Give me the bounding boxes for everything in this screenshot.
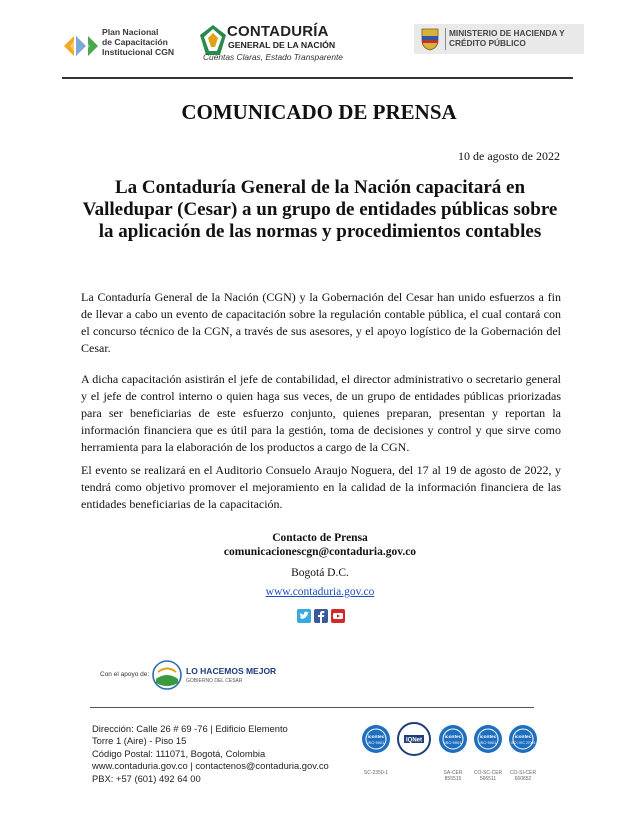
press-release-title: COMUNICADO DE PRENSA (181, 100, 457, 124)
cert-1-code: SC-2350-1 (363, 770, 389, 776)
body-paragraph-1: La Contaduría General de la Nación (CGN) y la Gobernación del Cesar han unido esfuerzos a fin de llevar a cabo un evento de capacitación sobre la regulación contable pública, el cual contará con el concurso técnico de la CGN, a través de sus asesores, y el apoyo logístico de la Gobernación del Cesar. (81, 290, 561, 355)
pnc-logo-line-2: de Capacitación (102, 37, 168, 47)
ministry-logo-line-1: MINISTERIO DE HACIENDA Y (449, 28, 565, 38)
cesar-logo-icon (152, 660, 182, 690)
icontec-badge-4 (508, 724, 538, 754)
website-link[interactable]: www.contaduria.gov.co (265, 586, 375, 598)
coat-of-arms-icon (420, 27, 440, 51)
address-line-3: Código Postal: 111071, Bogotá, Colombia (92, 747, 266, 759)
pnc-logo-line-1: Plan Nacional (102, 27, 159, 37)
icontec-badge-2 (438, 724, 468, 754)
address-line-2: Torre 1 (Aire) - Piso 15 (92, 735, 187, 747)
city: Bogotá D.C. (291, 567, 349, 579)
address-line-4: www.contaduria.gov.co | contactenos@contaduria.gov.co (92, 760, 329, 772)
address-line-5: PBX: +57 (601) 492 64 00 (92, 772, 201, 784)
address-line-1: Dirección: Calle 26 # 69 -76 | Edificio Elemento (92, 723, 288, 734)
cert-1-brand: icontec (367, 735, 385, 740)
header-divider (62, 77, 573, 79)
cgn-logo-name: CONTADURÍA (227, 23, 329, 40)
cert-4-code: CO-SC-CER 566511 (473, 770, 503, 782)
icontec-badge-1 (361, 724, 391, 754)
headline: La Contaduría General de la Nación capacitará en Valledupar (Cesar) a un grupo de entidades públicas sobre la aplicación de las normas y procedimientos contables (82, 177, 558, 242)
support-name: LO HACEMOS MEJOR (186, 666, 277, 676)
support-label: Con el apoyo de: (100, 671, 150, 678)
cert-3-code: SA-CER 855515 (443, 770, 463, 782)
body-paragraph-3: El evento se realizará en el Auditorio Consuelo Araujo Noguera, del 17 al 19 de agosto de 2022, y tendrá como objetivo promover el mejoramiento en la calidad de la información financiera de las entidades beneficiarias de la capacitación. (81, 463, 561, 511)
cert-5-brand: icontec (514, 735, 532, 740)
cert-3-brand: icontec (444, 735, 462, 740)
ministry-logo-line-2: CRÉDITO PÚBLICO (449, 38, 526, 48)
cert-4-norm: ISO 9001 (479, 740, 497, 745)
cgn-logo-subname: GENERAL DE LA NACIÓN (228, 40, 336, 50)
support-logo (100, 660, 280, 692)
footer-divider (90, 707, 534, 708)
icontec-badge-3 (473, 724, 503, 754)
contact-heading: Contacto de Prensa (272, 532, 368, 544)
pnc-logo-line-3: Institucional CGN (102, 47, 175, 57)
contact-email: comunicacionescgn@contaduria.gov.co (223, 546, 417, 558)
twitter-icon[interactable] (297, 609, 311, 623)
ministry-logo-divider (445, 28, 446, 50)
cert-3-norm: ISO 9001 (444, 740, 462, 745)
ministry-logo (414, 24, 584, 54)
cert-2-brand: IQNet (405, 737, 423, 744)
pnc-logo (64, 26, 189, 66)
cgn-logo-tagline: Cuentas Claras, Estado Transparente (203, 52, 343, 62)
body-paragraph-2: A dicha capacitación asistirán el jefe de contabilidad, el director administrativo o secretario general y el jefe de control interno o quien haga sus veces, de un grupo de entidades públicas priorizadas para ser beneficiarias de este esfuerzo conjunto, quienes preparan, presentan y reportan la información financiera que es útil para la gestión, toma de decisiones y control y que sirve como herramienta para la elaboración de los productos a cargo de la CGN. (81, 372, 561, 454)
support-subtitle: GOBIERNO DEL CESAR (186, 678, 243, 684)
youtube-icon[interactable] (331, 609, 345, 623)
cert-5-norm: ISO / IEC 27001 (510, 741, 536, 745)
facebook-icon[interactable] (314, 609, 328, 623)
iqnet-badge (397, 722, 431, 756)
cgn-logo (200, 22, 345, 66)
release-date: 10 de agosto de 2022 (458, 149, 560, 163)
cert-5-code: CO-SI-CER 660652 (509, 770, 537, 782)
pnc-logo-icon (64, 32, 98, 60)
social-links (297, 609, 345, 625)
cert-1-norm: ISO 9001 (367, 740, 385, 745)
cert-4-brand: icontec (479, 735, 497, 740)
footer-address (92, 723, 329, 785)
